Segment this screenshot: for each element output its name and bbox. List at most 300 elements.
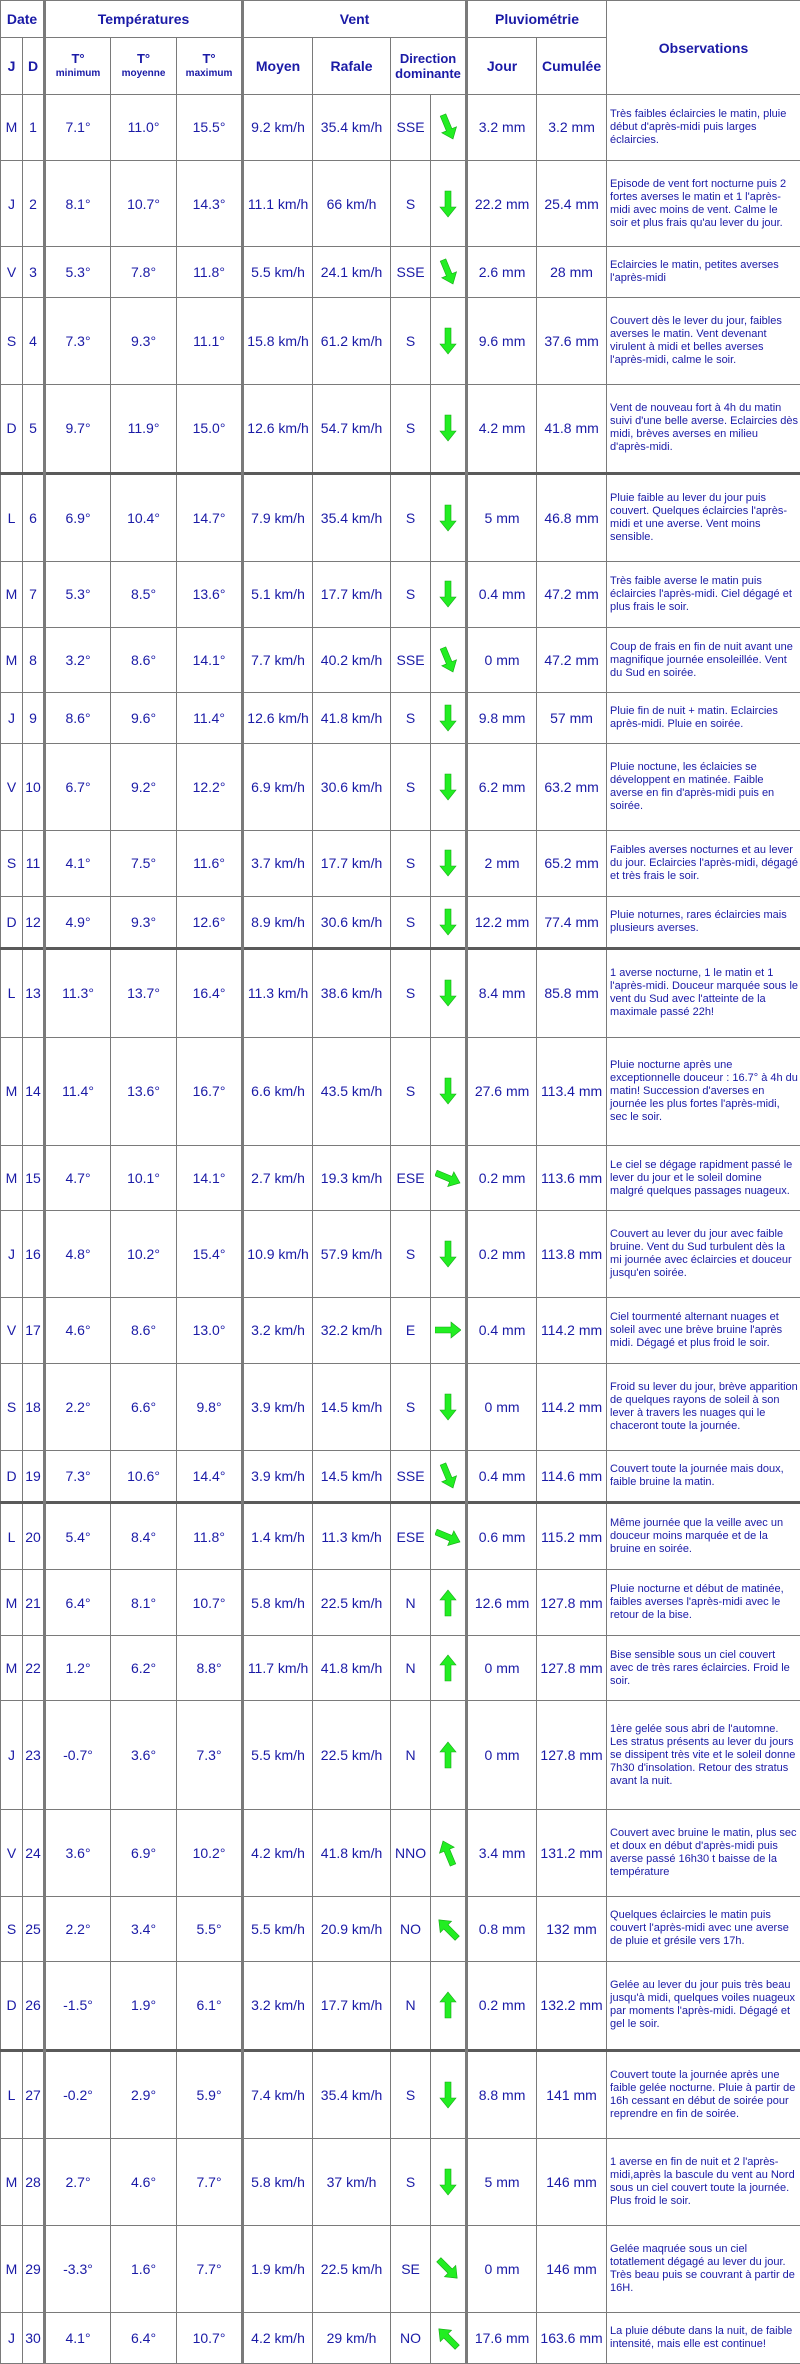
- rain-cumul-cell: 163.6 mm: [537, 2312, 607, 2363]
- tmax-cell: 11.8°: [177, 247, 243, 298]
- table-row: [1, 831, 800, 897]
- wind-arrow-cell: [431, 627, 467, 693]
- tmoy-cell: 7.5°: [111, 831, 177, 897]
- day-letter-cell: D: [1, 385, 23, 474]
- observation-cell: Couvert avec bruine le matin, plus sec et doux en début d'après-midi puis averse passé 16h30 t baisse de la température: [607, 1809, 800, 1896]
- wind-arrow-icon: [435, 413, 461, 443]
- rain-day-cell: 0.2 mm: [467, 1211, 537, 1298]
- observation-cell: Bise sensible sous un ciel couvert avec de très rares éclaircies. Froid le soir.: [607, 1635, 800, 1701]
- day-letter-cell: J: [1, 160, 23, 247]
- rain-cumul-cell: 28 mm: [537, 247, 607, 298]
- wind-gust-cell: 30.6 km/h: [313, 896, 391, 948]
- wind-gust-cell: 14.5 km/h: [313, 1363, 391, 1450]
- tmax-cell: 13.6°: [177, 562, 243, 628]
- wind-arrow-cell: [431, 247, 467, 298]
- wind-avg-cell: 2.7 km/h: [243, 1145, 313, 1211]
- wind-arrow-cell: [431, 744, 467, 831]
- observation-cell: Pluie noctune, les éclaicies se développent en matinée. Faible averse en fin d'après-midi puis en soirée.: [607, 744, 800, 831]
- tmin-cell: 1.2°: [45, 1635, 111, 1701]
- rain-day-cell: 0.2 mm: [467, 1962, 537, 2051]
- tmoy-cell: 10.4°: [111, 473, 177, 562]
- day-number-cell: 13: [23, 949, 45, 1038]
- tmoy-cell: 6.9°: [111, 1809, 177, 1896]
- tmax-cell: 7.7°: [177, 2139, 243, 2226]
- rain-cumul-cell: 127.8 mm: [537, 1701, 607, 1809]
- tmoy-cell: 9.3°: [111, 896, 177, 948]
- day-number-cell: 3: [23, 247, 45, 298]
- day-letter-cell: M: [1, 2226, 23, 2313]
- tmin-cell: 4.7°: [45, 1145, 111, 1211]
- day-number-cell: 22: [23, 1635, 45, 1701]
- wind-dir-cell: SE: [391, 2226, 431, 2313]
- tmoy-cell: 1.9°: [111, 1962, 177, 2051]
- rain-day-cell: 2 mm: [467, 831, 537, 897]
- wind-arrow-icon: [435, 978, 461, 1008]
- rain-day-cell: 0.2 mm: [467, 1145, 537, 1211]
- tmoy-cell: 4.6°: [111, 2139, 177, 2226]
- wind-arrow-icon: [435, 1740, 461, 1770]
- wind-arrow-icon: [435, 326, 461, 356]
- wind-gust-cell: 17.7 km/h: [313, 1962, 391, 2051]
- tmin-cell: 2.2°: [45, 1896, 111, 1962]
- header-vent: Vent: [243, 1, 467, 38]
- wind-gust-cell: 22.5 km/h: [313, 2226, 391, 2313]
- wind-avg-cell: 1.4 km/h: [243, 1503, 313, 1570]
- wind-avg-cell: 7.7 km/h: [243, 627, 313, 693]
- wind-dir-cell: ESE: [391, 1503, 431, 1570]
- wind-dir-cell: S: [391, 298, 431, 385]
- rain-cumul-cell: 65.2 mm: [537, 831, 607, 897]
- header-pluviometrie: Pluviométrie: [467, 1, 607, 38]
- wind-avg-cell: 8.9 km/h: [243, 896, 313, 948]
- wind-arrow-icon: [435, 848, 461, 878]
- wind-dir-cell: S: [391, 831, 431, 897]
- rain-day-cell: 22.2 mm: [467, 160, 537, 247]
- day-letter-cell: M: [1, 1145, 23, 1211]
- day-number-cell: 7: [23, 562, 45, 628]
- wind-dir-cell: S: [391, 1363, 431, 1450]
- day-number-cell: 15: [23, 1145, 45, 1211]
- observation-cell: Episode de vent fort nocturne puis 2 fortes averses le matin et 1 l'après-midi avec moins de vent. Calme le soir et plus frais qu'au lever du jour.: [607, 160, 800, 247]
- table-row: [1, 1503, 800, 1570]
- tmoy-cell: 3.6°: [111, 1701, 177, 1809]
- wind-avg-cell: 4.2 km/h: [243, 1809, 313, 1896]
- wind-arrow-cell: [431, 1450, 467, 1502]
- day-letter-cell: M: [1, 1635, 23, 1701]
- wind-arrow-icon: [435, 703, 461, 733]
- header-moyen: Moyen: [243, 38, 313, 95]
- tmax-cell: 11.8°: [177, 1503, 243, 1570]
- rain-cumul-cell: 63.2 mm: [537, 744, 607, 831]
- wind-gust-cell: 22.5 km/h: [313, 1701, 391, 1809]
- observation-cell: Vent de nouveau fort à 4h du matin suivi d'une belle averse. Eclaircies dès midi, brèves averses en milieu d'après-midi.: [607, 385, 800, 474]
- wind-avg-cell: 9.2 km/h: [243, 95, 313, 161]
- tmoy-cell: 6.2°: [111, 1635, 177, 1701]
- wind-arrow-cell: [431, 1570, 467, 1636]
- table-row: [1, 2050, 800, 2139]
- wind-arrow-cell: [431, 473, 467, 562]
- rain-cumul-cell: 115.2 mm: [537, 1503, 607, 1570]
- tmax-cell: 13.0°: [177, 1298, 243, 1364]
- tmoy-cell: 13.7°: [111, 949, 177, 1038]
- rain-day-cell: 2.6 mm: [467, 247, 537, 298]
- table-row: [1, 627, 800, 693]
- header-cumulee: Cumulée: [537, 38, 607, 95]
- wind-arrow-cell: [431, 95, 467, 161]
- day-letter-cell: J: [1, 1701, 23, 1809]
- wind-gust-cell: 54.7 km/h: [313, 385, 391, 474]
- rain-cumul-cell: 77.4 mm: [537, 896, 607, 948]
- tmax-cell: 10.2°: [177, 1809, 243, 1896]
- wind-arrow-cell: [431, 385, 467, 474]
- wind-dir-cell: S: [391, 160, 431, 247]
- rain-day-cell: 17.6 mm: [467, 2312, 537, 2363]
- day-letter-cell: V: [1, 744, 23, 831]
- day-letter-cell: D: [1, 1962, 23, 2051]
- day-letter-cell: J: [1, 1211, 23, 1298]
- wind-dir-cell: S: [391, 562, 431, 628]
- wind-arrow-cell: [431, 562, 467, 628]
- table-row: [1, 298, 800, 385]
- day-letter-cell: D: [1, 896, 23, 948]
- wind-avg-cell: 11.1 km/h: [243, 160, 313, 247]
- wind-arrow-icon: [435, 2080, 461, 2110]
- rain-day-cell: 3.4 mm: [467, 1809, 537, 1896]
- day-number-cell: 17: [23, 1298, 45, 1364]
- wind-arrow-cell: [431, 949, 467, 1038]
- header-d: D: [23, 38, 45, 95]
- tmoy-cell: 9.6°: [111, 693, 177, 744]
- wind-dir-cell: SSE: [391, 1450, 431, 1502]
- day-letter-cell: S: [1, 831, 23, 897]
- wind-arrow-icon: [435, 772, 461, 802]
- tmin-cell: 8.1°: [45, 160, 111, 247]
- tmoy-cell: 10.2°: [111, 1211, 177, 1298]
- rain-day-cell: 0 mm: [467, 2226, 537, 2313]
- tmax-cell: 11.1°: [177, 298, 243, 385]
- wind-dir-cell: S: [391, 473, 431, 562]
- day-letter-cell: S: [1, 1896, 23, 1962]
- tmax-cell: 7.7°: [177, 2226, 243, 2313]
- wind-gust-cell: 57.9 km/h: [313, 1211, 391, 1298]
- day-number-cell: 29: [23, 2226, 45, 2313]
- wind-arrow-cell: [431, 1809, 467, 1896]
- wind-avg-cell: 3.2 km/h: [243, 1962, 313, 2051]
- tmin-cell: 6.4°: [45, 1570, 111, 1636]
- rain-day-cell: 0.8 mm: [467, 1896, 537, 1962]
- tmin-cell: 7.3°: [45, 298, 111, 385]
- wind-dir-cell: S: [391, 2050, 431, 2139]
- tmin-cell: 3.2°: [45, 627, 111, 693]
- rain-day-cell: 12.6 mm: [467, 1570, 537, 1636]
- observation-cell: Gelée au lever du jour puis très beau jusqu'à midi, quelques voiles nuageux par moments l'après-midi. Dégagé et gel le soir.: [607, 1962, 800, 2051]
- table-row: [1, 2312, 800, 2363]
- wind-dir-cell: SSE: [391, 95, 431, 161]
- tmoy-cell: 2.9°: [111, 2050, 177, 2139]
- observation-cell: Faibles averses nocturnes et au lever du jour. Eclaircies l'après-midi, dégagé et très frais le soir.: [607, 831, 800, 897]
- wind-gust-cell: 11.3 km/h: [313, 1503, 391, 1570]
- tmax-cell: 5.9°: [177, 2050, 243, 2139]
- wind-arrow-icon: [435, 2254, 461, 2284]
- day-number-cell: 16: [23, 1211, 45, 1298]
- wind-arrow-icon: [435, 1163, 461, 1193]
- tmin-cell: 4.1°: [45, 2312, 111, 2363]
- wind-dir-cell: S: [391, 896, 431, 948]
- tmax-cell: 14.3°: [177, 160, 243, 247]
- wind-avg-cell: 5.8 km/h: [243, 1570, 313, 1636]
- wind-gust-cell: 66 km/h: [313, 160, 391, 247]
- rain-day-cell: 8.4 mm: [467, 949, 537, 1038]
- tmin-cell: 5.3°: [45, 562, 111, 628]
- table-row: [1, 1145, 800, 1211]
- wind-avg-cell: 7.9 km/h: [243, 473, 313, 562]
- wind-dir-cell: S: [391, 2139, 431, 2226]
- rain-day-cell: 0.4 mm: [467, 1450, 537, 1502]
- table-row: [1, 95, 800, 161]
- day-number-cell: 2: [23, 160, 45, 247]
- rain-cumul-cell: 114.2 mm: [537, 1298, 607, 1364]
- wind-gust-cell: 61.2 km/h: [313, 298, 391, 385]
- tmin-cell: 7.1°: [45, 95, 111, 161]
- table-row: [1, 2226, 800, 2313]
- wind-avg-cell: 12.6 km/h: [243, 693, 313, 744]
- observation-cell: Le ciel se dégage rapidment passé le lever du jour et le soleil domine malgré quelques passages nuageux.: [607, 1145, 800, 1211]
- observation-cell: 1 averse nocturne, 1 le matin et 1 l'après-midi. Douceur marquée sous le vent du Sud avec l'atteinte de la maximale passé 22h!: [607, 949, 800, 1038]
- tmax-cell: 6.1°: [177, 1962, 243, 2051]
- wind-dir-cell: NNO: [391, 1809, 431, 1896]
- tmin-cell: 4.8°: [45, 1211, 111, 1298]
- table-row: [1, 1962, 800, 2051]
- wind-gust-cell: 41.8 km/h: [313, 693, 391, 744]
- rain-cumul-cell: 37.6 mm: [537, 298, 607, 385]
- wind-arrow-cell: [431, 1701, 467, 1809]
- wind-arrow-cell: [431, 1298, 467, 1364]
- wind-arrow-cell: [431, 2226, 467, 2313]
- tmax-cell: 16.7°: [177, 1037, 243, 1145]
- day-letter-cell: M: [1, 1570, 23, 1636]
- tmax-cell: 14.1°: [177, 1145, 243, 1211]
- wind-avg-cell: 3.9 km/h: [243, 1450, 313, 1502]
- day-letter-cell: V: [1, 1809, 23, 1896]
- wind-avg-cell: 3.7 km/h: [243, 831, 313, 897]
- tmax-cell: 9.8°: [177, 1363, 243, 1450]
- observation-cell: Coup de frais en fin de nuit avant une magnifique journée ensoleillée. Vent du Sud en soirée.: [607, 627, 800, 693]
- rain-cumul-cell: 114.2 mm: [537, 1363, 607, 1450]
- table-row: [1, 1570, 800, 1636]
- table-row: [1, 1701, 800, 1809]
- wind-gust-cell: 35.4 km/h: [313, 473, 391, 562]
- tmax-cell: 15.0°: [177, 385, 243, 474]
- wind-dir-cell: N: [391, 1635, 431, 1701]
- rain-cumul-cell: 85.8 mm: [537, 949, 607, 1038]
- wind-arrow-icon: [435, 1239, 461, 1269]
- tmin-cell: 11.3°: [45, 949, 111, 1038]
- observation-cell: Froid su lever du jour, brève apparition de quelques rayons de soleil à son lever à travers les nuages qui le chaceront toute la journée.: [607, 1363, 800, 1450]
- table-row: [1, 1298, 800, 1364]
- rain-cumul-cell: 47.2 mm: [537, 627, 607, 693]
- header-rafale: Rafale: [313, 38, 391, 95]
- tmoy-cell: 6.6°: [111, 1363, 177, 1450]
- rain-cumul-cell: 113.4 mm: [537, 1037, 607, 1145]
- tmax-cell: 14.7°: [177, 473, 243, 562]
- day-number-cell: 23: [23, 1701, 45, 1809]
- wind-avg-cell: 15.8 km/h: [243, 298, 313, 385]
- table-row: [1, 1363, 800, 1450]
- wind-arrow-cell: [431, 160, 467, 247]
- wind-avg-cell: 6.9 km/h: [243, 744, 313, 831]
- wind-arrow-icon: [435, 1392, 461, 1422]
- wind-arrow-cell: [431, 2139, 467, 2226]
- tmax-cell: 10.7°: [177, 2312, 243, 2363]
- day-letter-cell: J: [1, 693, 23, 744]
- tmoy-cell: 9.3°: [111, 298, 177, 385]
- wind-avg-cell: 5.8 km/h: [243, 2139, 313, 2226]
- observation-cell: Eclaircies le matin, petites averses l'après-midi: [607, 247, 800, 298]
- wind-avg-cell: 3.2 km/h: [243, 1298, 313, 1364]
- observation-cell: Quelques éclaircies le matin puis couvert l'après-midi avec une averse de pluie et grésile vers 17h.: [607, 1896, 800, 1962]
- wind-arrow-cell: [431, 2312, 467, 2363]
- tmax-cell: 14.4°: [177, 1450, 243, 1502]
- rain-cumul-cell: 131.2 mm: [537, 1809, 607, 1896]
- wind-avg-cell: 11.7 km/h: [243, 1635, 313, 1701]
- tmin-cell: 9.7°: [45, 385, 111, 474]
- tmoy-cell: 6.4°: [111, 2312, 177, 2363]
- wind-arrow-cell: [431, 1037, 467, 1145]
- wind-arrow-cell: [431, 693, 467, 744]
- wind-arrow-icon: [435, 579, 461, 609]
- rain-cumul-cell: 3.2 mm: [537, 95, 607, 161]
- wind-dir-cell: S: [391, 1037, 431, 1145]
- day-letter-cell: L: [1, 2050, 23, 2139]
- tmoy-cell: 8.6°: [111, 627, 177, 693]
- tmax-cell: 8.8°: [177, 1635, 243, 1701]
- wind-arrow-cell: [431, 1211, 467, 1298]
- tmax-cell: 15.5°: [177, 95, 243, 161]
- wind-arrow-icon: [435, 1914, 461, 1944]
- wind-gust-cell: 35.4 km/h: [313, 95, 391, 161]
- wind-arrow-cell: [431, 831, 467, 897]
- tmin-cell: 4.6°: [45, 1298, 111, 1364]
- observation-cell: Très faible averse le matin puis éclaircies l'après-midi. Ciel dégagé et plus frais le soir.: [607, 562, 800, 628]
- rain-cumul-cell: 57 mm: [537, 693, 607, 744]
- wind-arrow-icon: [435, 1588, 461, 1618]
- day-letter-cell: M: [1, 562, 23, 628]
- tmoy-cell: 10.1°: [111, 1145, 177, 1211]
- rain-day-cell: 0 mm: [467, 1363, 537, 1450]
- wind-arrow-icon: [435, 189, 461, 219]
- tmin-cell: 4.9°: [45, 896, 111, 948]
- day-letter-cell: D: [1, 1450, 23, 1502]
- day-number-cell: 12: [23, 896, 45, 948]
- tmin-cell: -1.5°: [45, 1962, 111, 2051]
- header-jour: Jour: [467, 38, 537, 95]
- wind-gust-cell: 17.7 km/h: [313, 831, 391, 897]
- day-number-cell: 21: [23, 1570, 45, 1636]
- wind-arrow-cell: [431, 1145, 467, 1211]
- tmax-cell: 7.3°: [177, 1701, 243, 1809]
- day-number-cell: 30: [23, 2312, 45, 2363]
- tmax-cell: 5.5°: [177, 1896, 243, 1962]
- day-letter-cell: M: [1, 1037, 23, 1145]
- wind-avg-cell: 5.5 km/h: [243, 247, 313, 298]
- table-row: [1, 949, 800, 1038]
- wind-gust-cell: 43.5 km/h: [313, 1037, 391, 1145]
- tmoy-cell: 9.2°: [111, 744, 177, 831]
- table-row: [1, 1450, 800, 1502]
- rain-cumul-cell: 47.2 mm: [537, 562, 607, 628]
- wind-dir-cell: ESE: [391, 1145, 431, 1211]
- tmoy-cell: 1.6°: [111, 2226, 177, 2313]
- wind-dir-cell: S: [391, 693, 431, 744]
- rain-day-cell: 9.6 mm: [467, 298, 537, 385]
- day-letter-cell: L: [1, 1503, 23, 1570]
- table-row: [1, 1809, 800, 1896]
- table-row: [1, 1211, 800, 1298]
- observation-cell: Gelée maqruée sous un ciel totatlement dégagé au lever du jour. Très beau puis se couvrant à partir de 16H.: [607, 2226, 800, 2313]
- header-temperatures: Températures: [45, 1, 243, 38]
- wind-avg-cell: 6.6 km/h: [243, 1037, 313, 1145]
- rain-day-cell: 4.2 mm: [467, 385, 537, 474]
- header-observations: Observations: [607, 1, 800, 95]
- tmin-cell: 6.9°: [45, 473, 111, 562]
- tmax-cell: 14.1°: [177, 627, 243, 693]
- header-tmax: T° maximum: [177, 38, 243, 95]
- table-row: [1, 160, 800, 247]
- tmoy-cell: 13.6°: [111, 1037, 177, 1145]
- header-j: J: [1, 38, 23, 95]
- rain-cumul-cell: 132.2 mm: [537, 1962, 607, 2051]
- day-number-cell: 26: [23, 1962, 45, 2051]
- rain-day-cell: 8.8 mm: [467, 2050, 537, 2139]
- observation-cell: Couvert toute la journée après une faible gelée nocturne. Pluie à partir de 16h cessant en début de soirée pour reprendre en fin de soirée.: [607, 2050, 800, 2139]
- wind-dir-cell: N: [391, 1570, 431, 1636]
- tmoy-cell: 10.7°: [111, 160, 177, 247]
- table-row: [1, 1037, 800, 1145]
- rain-cumul-cell: 127.8 mm: [537, 1635, 607, 1701]
- wind-arrow-cell: [431, 896, 467, 948]
- rain-day-cell: 0.6 mm: [467, 1503, 537, 1570]
- wind-arrow-icon: [435, 1076, 461, 1106]
- tmin-cell: 5.4°: [45, 1503, 111, 1570]
- table-row: [1, 1635, 800, 1701]
- tmoy-cell: 11.9°: [111, 385, 177, 474]
- day-number-cell: 28: [23, 2139, 45, 2226]
- wind-arrow-icon: [435, 907, 461, 937]
- observation-cell: Ciel tourmenté alternant nuages et soleil avec une brève bruine l'après midi. Dégagé et plus froid le soir.: [607, 1298, 800, 1364]
- wind-avg-cell: 10.9 km/h: [243, 1211, 313, 1298]
- tmax-cell: 11.4°: [177, 693, 243, 744]
- tmoy-cell: 11.0°: [111, 95, 177, 161]
- rain-cumul-cell: 41.8 mm: [537, 385, 607, 474]
- day-letter-cell: L: [1, 949, 23, 1038]
- day-number-cell: 1: [23, 95, 45, 161]
- rain-cumul-cell: 146 mm: [537, 2226, 607, 2313]
- wind-dir-cell: SSE: [391, 247, 431, 298]
- wind-avg-cell: 12.6 km/h: [243, 385, 313, 474]
- tmax-cell: 12.2°: [177, 744, 243, 831]
- rain-cumul-cell: 113.6 mm: [537, 1145, 607, 1211]
- rain-cumul-cell: 146 mm: [537, 2139, 607, 2226]
- wind-arrow-icon: [435, 1522, 461, 1552]
- day-number-cell: 18: [23, 1363, 45, 1450]
- table-row: [1, 562, 800, 628]
- day-letter-cell: M: [1, 95, 23, 161]
- day-letter-cell: M: [1, 2139, 23, 2226]
- table-row: [1, 896, 800, 948]
- wind-dir-cell: NO: [391, 2312, 431, 2363]
- day-number-cell: 10: [23, 744, 45, 831]
- observation-cell: Couvert dès le lever du jour, faibles averses le matin. Vent devenant virulent à midi et belles averses l'après-midi, calme le soir.: [607, 298, 800, 385]
